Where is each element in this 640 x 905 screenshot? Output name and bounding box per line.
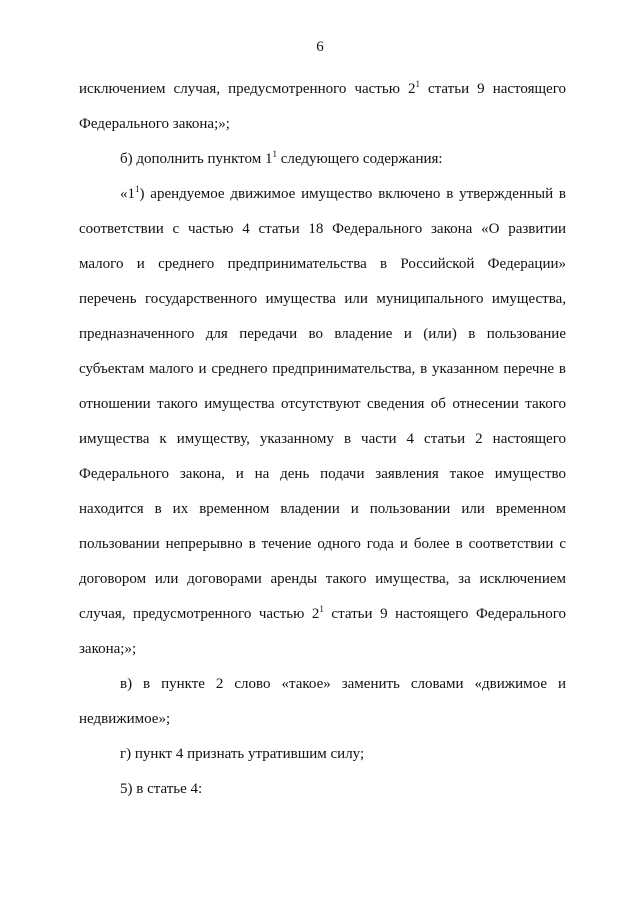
superscript: 1 <box>272 149 277 159</box>
text-fragment: «1 <box>120 186 135 202</box>
text-fragment: б) дополнить пунктом 1 <box>120 151 273 167</box>
superscript: 1 <box>415 79 420 89</box>
text-fragment: статьи 9 настоящего <box>419 81 566 97</box>
text-fragment: следующего содержания: <box>276 151 443 167</box>
text-fragment: случая, предусмотренного частью 2 <box>79 606 320 622</box>
paragraph-quoted-point <box>79 177 566 667</box>
superscript: 1 <box>135 184 140 194</box>
text-line: закона;»; <box>79 641 137 657</box>
text-line: недвижимое»; <box>79 711 171 727</box>
text-line: перечень государственного имущества или муниципального имущества, <box>79 291 566 307</box>
text-line <box>79 72 566 107</box>
text-line: Федерального закона;»; <box>79 116 230 132</box>
paragraph-continuation <box>79 72 566 142</box>
page-number: 6 <box>316 39 324 55</box>
text-line <box>79 177 566 212</box>
paragraph-item-b <box>79 142 566 177</box>
text-line: отношении такого имущества отсутствуют сведения об отнесении такого <box>79 396 566 412</box>
text-line: Федерального закона, и на день подачи заявления такое имущество <box>79 466 566 482</box>
text-fragment: статьи 9 настоящего Федерального <box>323 606 566 622</box>
paragraph-item-v <box>79 667 566 737</box>
paragraph-item-g: г) пункт 4 признать утратившим силу; <box>120 746 365 762</box>
document-body <box>79 72 566 807</box>
text-line: в) в пункте 2 слово «такое» заменить словами «движимое и <box>120 676 566 692</box>
text-line: имущества к имуществу, указанному в части 4 статьи 2 настоящего <box>79 431 566 447</box>
text-line: субъектам малого и среднего предпринимательства, в указанном перечне в <box>79 361 566 377</box>
text-line: соответствии с частью 4 статьи 18 Федерального закона «О развитии <box>79 221 566 237</box>
text-fragment: исключением случая, предусмотренного частью 2 <box>79 81 416 97</box>
text-line: пользовании непрерывно в течение одного года и более в соответствии с <box>79 536 566 552</box>
text-line: договором или договорами аренды такого имущества, за исключением <box>79 571 566 587</box>
text-line: малого и среднего предпринимательства в Российской Федерации» <box>79 256 566 272</box>
text-line <box>79 597 566 632</box>
text-line: находится в их временном владении и пользовании или временном <box>79 501 566 517</box>
superscript: 1 <box>319 604 324 614</box>
text-line: предназначенного для передачи во владение и (или) в пользование <box>79 326 566 342</box>
text-fragment: ) арендуемое движимое имущество включено в утвержденный в <box>139 186 566 202</box>
paragraph-item-5: 5) в статье 4: <box>120 781 203 797</box>
